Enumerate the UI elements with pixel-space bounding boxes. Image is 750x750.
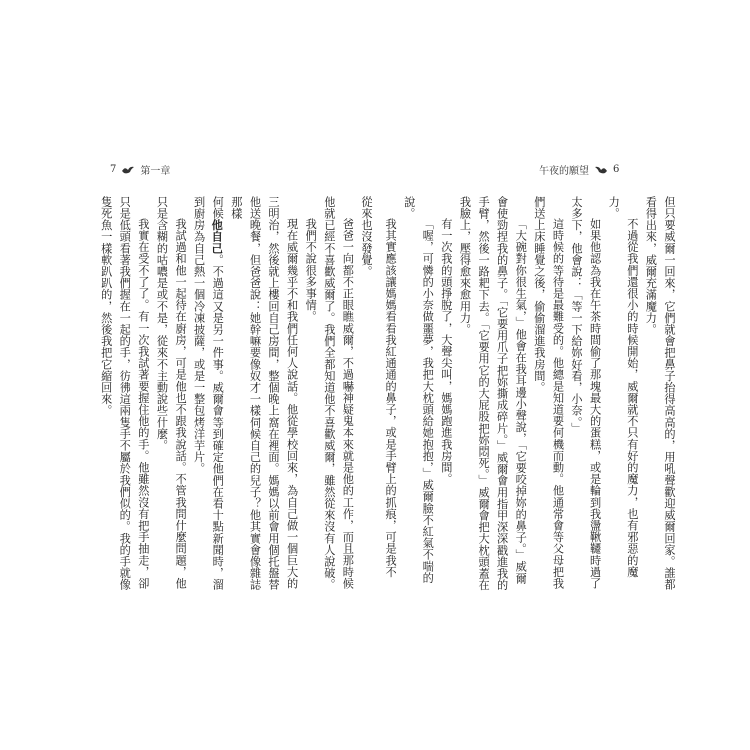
paragraph: 爸爸一向都不正眼瞧威爾，不過嚇神疑鬼本來就是他的工作，而且那時候他就已經不喜歡威爾了。我們全都知道他不喜歡威爾，雖然從來沒有人說破。	[322, 196, 355, 591]
paragraph: 我試過和他一起待在廚房，可是他也不跟我說話。不管我問什麼問題，他只是含糊的咕噥是或不是，從來不主動說些什麼。	[155, 196, 188, 590]
paragraph: 我其實應該讓媽媽看看我紅通通的鼻子，或是手臂上的抓痕，可是我不	[384, 218, 398, 578]
paragraph: 不過從我們還很小的時候開始，威爾就不只有好的魔力，也有邪惡的魔力。	[607, 196, 639, 578]
paragraph: 我實在受不了了。有一次我試著要握住他的手。他雖然沒有把手抽走，卻只是低頭看著我們握在一起的手，彷彿這兩隻手不屬於我們似的。我的手就像隻死魚一樣軟趴趴的，然後我把它縮回來。	[99, 196, 150, 591]
paragraph: 有一次我的頭掙脫了，大聲尖叫，媽媽跑進我房間。	[439, 218, 453, 486]
paragraph: 「喔，可憐的小奈做噩夢，我把大枕頭給她抱抱，」威爾臉不紅氣不喘的說。	[402, 196, 435, 584]
left-page-number: 7	[110, 164, 117, 175]
paragraph: 何候他自己。不過這又是另一件事。威爾會等到確定他們在看十點新聞時，溜到廚房為自己熱一個冷凍披薩，或是一整包烤洋芋片。	[192, 196, 225, 591]
paragraph: 我們不說很多事情。	[304, 218, 318, 323]
chapter-heading: 第一章	[140, 166, 171, 177]
right-page-number: 6	[613, 164, 620, 175]
right-page-text	[378, 196, 678, 594]
right-page	[375, 150, 698, 600]
paragraph: 但只要威爾一回來，它們就會把鼻子抬得高高的，用吼聲歡迎威爾回家。誰都看得出來，威爾充滿魔力。	[644, 196, 676, 591]
paragraph: 這時候的等待是最難受的。他總是知道要何機而動。他通常會等父母把我們送上床睡覺之後，偷偷溜進我房間。	[532, 196, 565, 590]
paragraph: 如果他認為我在午茶時間偷了那塊最大的蛋糕，或是輪到我盪鞦韆時過了太多下，他會說：「等一下給妳好看，小奈。」	[570, 196, 602, 590]
right-page-header	[539, 162, 619, 177]
bird-icon	[594, 165, 608, 175]
bird-icon	[121, 165, 135, 175]
paragraph: 「大碗對你很生氣，」他會在我耳邊小聲說，「它要咬掉妳的鼻子。」威爾會使勁捏我的鼻子。「它要用爪子把妳撕成碎片。」威爾會用指甲深深戳進我的手臂，然後一路耙下去。「它要用它的大屁股把妳悶死。」威爾會把大枕頭蓋在我臉上，壓得愈來愈用力。	[458, 196, 528, 591]
left-page	[52, 150, 375, 600]
paragraph: 從來也沒發覺。	[360, 196, 373, 278]
left-page-text	[69, 196, 375, 594]
emphasis-text: 他自己	[210, 219, 225, 255]
book-title: 午夜的願望	[539, 166, 589, 177]
paragraph: 現在威爾幾乎不和我們任何人說話。他從學校回來，為自己做一個巨大的三明治，然後就上樓回自己房間，整個晚上窩在裡面。媽媽以前會用個托盤替他送晚餐，但爸爸說：她幹嘛要像奴才一樣伺候自己的兒子？他其實會像雜誌那樣	[229, 196, 299, 591]
left-page-header	[110, 162, 170, 177]
